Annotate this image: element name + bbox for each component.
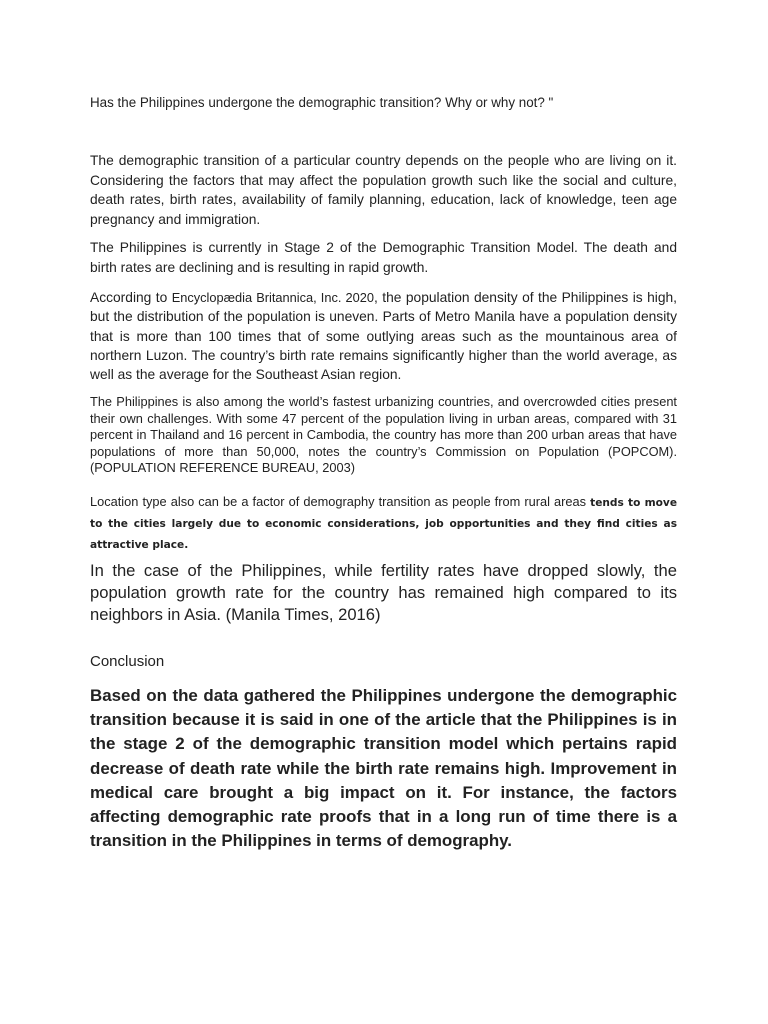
paragraph-location-bold: tends to move to the cities largely due to economic considerations, job opportunities and they find cities as attractive place.	[90, 497, 677, 551]
paragraph-intro: The demographic transition of a particular country depends on the people who are living on it. Considering the factors that may affect the population growth such like the social and culture, death rates, birth rates, availability of family planning, education, lack of knowledge, teen age pregnancy and immigration.	[90, 153, 677, 227]
paragraph-density	[90, 288, 677, 384]
paragraph-density-source: Encyclopædia Britannica, Inc. 2020	[171, 290, 375, 305]
paragraph-urbanization: The Philippines is also among the world’s fastest urbanizing countries, and overcrowded cities present their own challenges. With some 47 percent of the population living in urban areas, compared with 31 percent in Thailand and 16 percent in Cambodia, the country has more than 200 urban areas that have populations of more than 50,000, notes the country’s Commission on Population (POPCOM). (POPULATION REFERENCE BUREAU, 2003)	[90, 394, 677, 476]
conclusion-body: Based on the data gathered the Philippines undergone the demographic transition because it is said in one of the article that the Philippines is in the stage 2 of the demographic transition model which pertains rapid decrease of death rate while the birth rate remains high. Improvement in medical care brought a big impact on it. For instance, the factors affecting demographic rate proofs that in a long run of time there is a transition in the Philippines in terms of demography.	[90, 686, 677, 851]
paragraph-stage: The Philippines is currently in Stage 2 of the Demographic Transition Model. The death and birth rates are declining and is resulting in rapid growth.	[90, 240, 677, 275]
paragraph-density-rest: , the population density of the Philippines is high, but the distribution of the population is uneven. Parts of Metro Manila have a population density that is more than 100 times that of some outlying areas such as the mountainous area of northern Luzon. The country’s birth rate remains significantly higher than the world average, as well as the average for the Southeast Asian region.	[90, 290, 678, 383]
paragraph-fertility: In the case of the Philippines, while fertility rates have dropped slowly, the population growth rate for the country has remained high compared to its neighbors in Asia. (Manila Times, 2016)	[90, 561, 677, 624]
conclusion-heading: Conclusion	[90, 653, 165, 670]
paragraph-location-lead: Location type also can be a factor of demography transition as people from rural areas	[90, 494, 591, 509]
paragraph-density-lead: According to	[90, 290, 172, 305]
paragraph-location	[90, 492, 677, 555]
question-heading: Has the Philippines undergone the demographic transition? Why or why not? "	[90, 95, 554, 110]
